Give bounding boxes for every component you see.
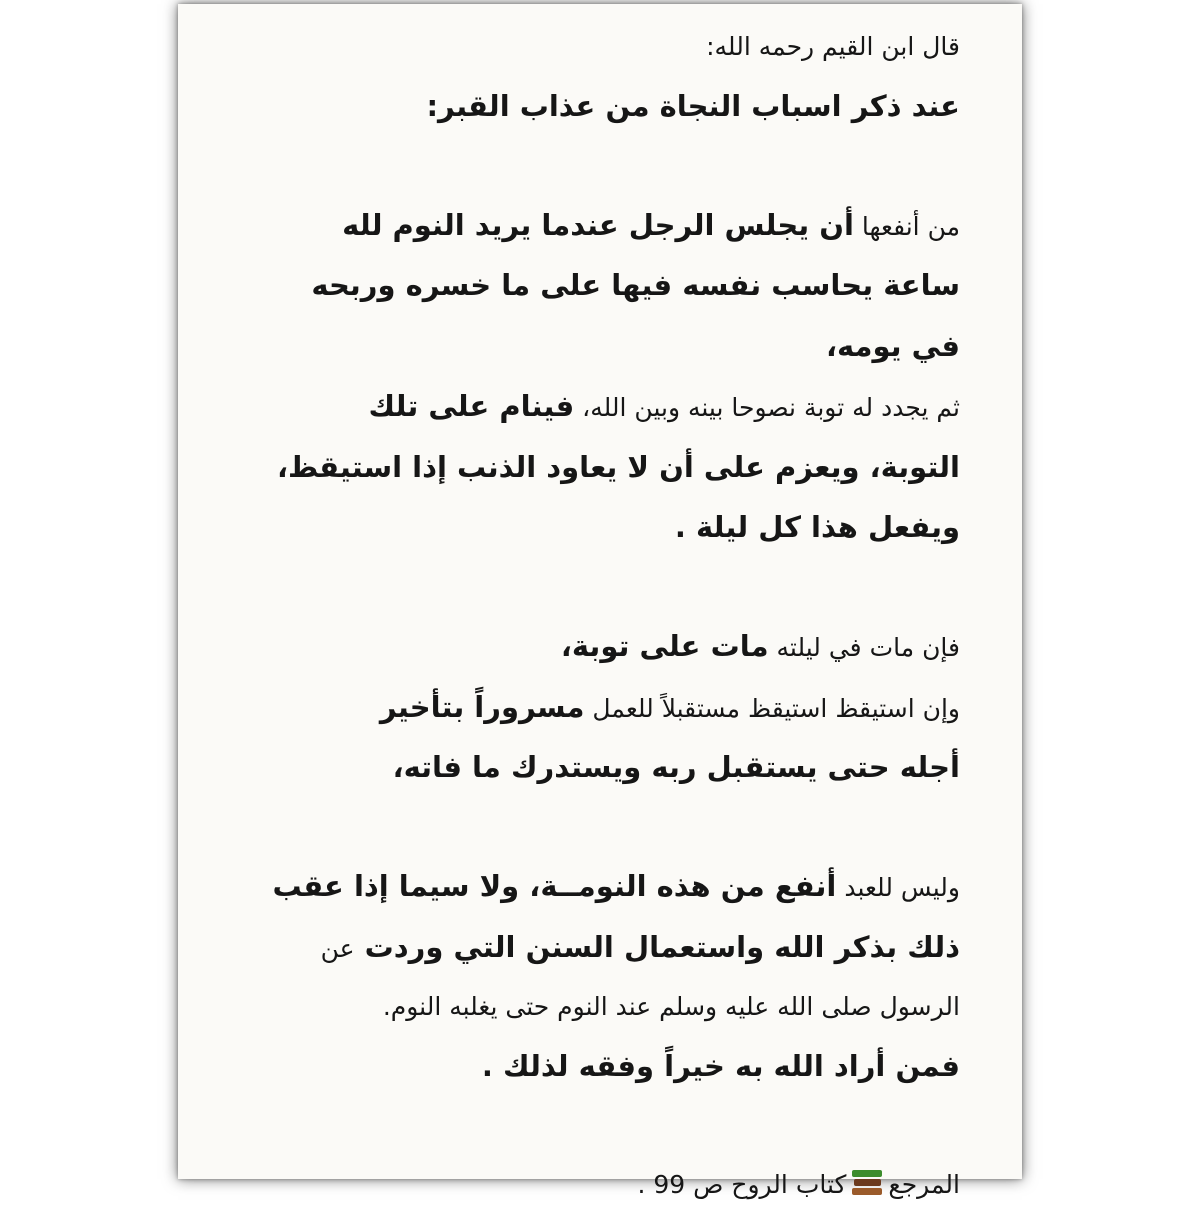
- regular-text: فإن مات في ليلته: [769, 633, 960, 662]
- text-line-5: [220, 317, 960, 378]
- text-line-4: [220, 256, 960, 317]
- text-line-13: [220, 918, 960, 979]
- reference-label: المرجع: [888, 1170, 960, 1199]
- bold-text: فينام على تلك: [369, 389, 575, 423]
- text-line-7: [220, 438, 960, 499]
- blank-line: [220, 137, 960, 196]
- regular-text: قال ابن القيم رحمه الله:: [706, 32, 960, 61]
- reference-source: كتاب الروح ص 99 .: [637, 1170, 846, 1199]
- regular-text: وليس للعبد: [836, 873, 960, 902]
- document-text: [220, 18, 960, 1214]
- text-line-3: [220, 196, 960, 257]
- bold-text: في يومه،: [826, 329, 960, 363]
- text-line-15: [220, 1037, 960, 1098]
- bold-text: أجله حتى يستقبل ربه ويستدرك ما فاته،: [393, 750, 960, 784]
- regular-text: الرسول صلى الله عليه وسلم عند النوم حتى يغلبه النوم.: [383, 992, 960, 1021]
- regular-text: وإن استيقظ استيقظ مستقبلاً للعمل: [584, 694, 960, 723]
- bold-text: أن يجلس الرجل عندما يريد النوم لله: [342, 208, 854, 242]
- text-line-9: [220, 617, 960, 678]
- regular-text: عن: [321, 934, 355, 963]
- bold-text: مات على توبة،: [561, 629, 769, 663]
- books-icon: [852, 1170, 882, 1196]
- text-line-1: [220, 18, 960, 77]
- bold-text: مسروراً بتأخير: [380, 690, 585, 724]
- regular-text: ثم يجدد له توبة نصوحا بينه وبين الله،: [574, 393, 960, 422]
- text-line-2: [220, 77, 960, 138]
- bold-text: ويفعل هذا كل ليلة .: [675, 510, 960, 544]
- text-line-12: [220, 857, 960, 918]
- bold-text: ساعة يحاسب نفسه فيها على ما خسره وربحه: [311, 268, 960, 302]
- text-line-6: [220, 377, 960, 438]
- document-card: [178, 4, 1022, 1179]
- blank-line: [220, 559, 960, 618]
- text-line-10: [220, 678, 960, 739]
- text-line-8: [220, 498, 960, 559]
- bold-text: أنفع من هذه النومــة، ولا سيما إذا عقب: [272, 869, 836, 903]
- blank-line: [220, 799, 960, 858]
- bold-text: ذلك بذكر الله واستعمال السنن التي وردت: [355, 930, 960, 964]
- bold-text: التوبة، ويعزم على أن لا يعاود الذنب إذا استيقظ،: [277, 450, 960, 484]
- bold-text: فمن أراد الله به خيراً وفقه لذلك .: [482, 1049, 960, 1083]
- regular-text: من أنفعها: [854, 212, 960, 241]
- text-line-11: [220, 738, 960, 799]
- bold-text: عند ذكر اسباب النجاة من عذاب القبر:: [426, 89, 960, 123]
- text-line-14: [220, 978, 960, 1037]
- blank-line: [220, 1097, 960, 1156]
